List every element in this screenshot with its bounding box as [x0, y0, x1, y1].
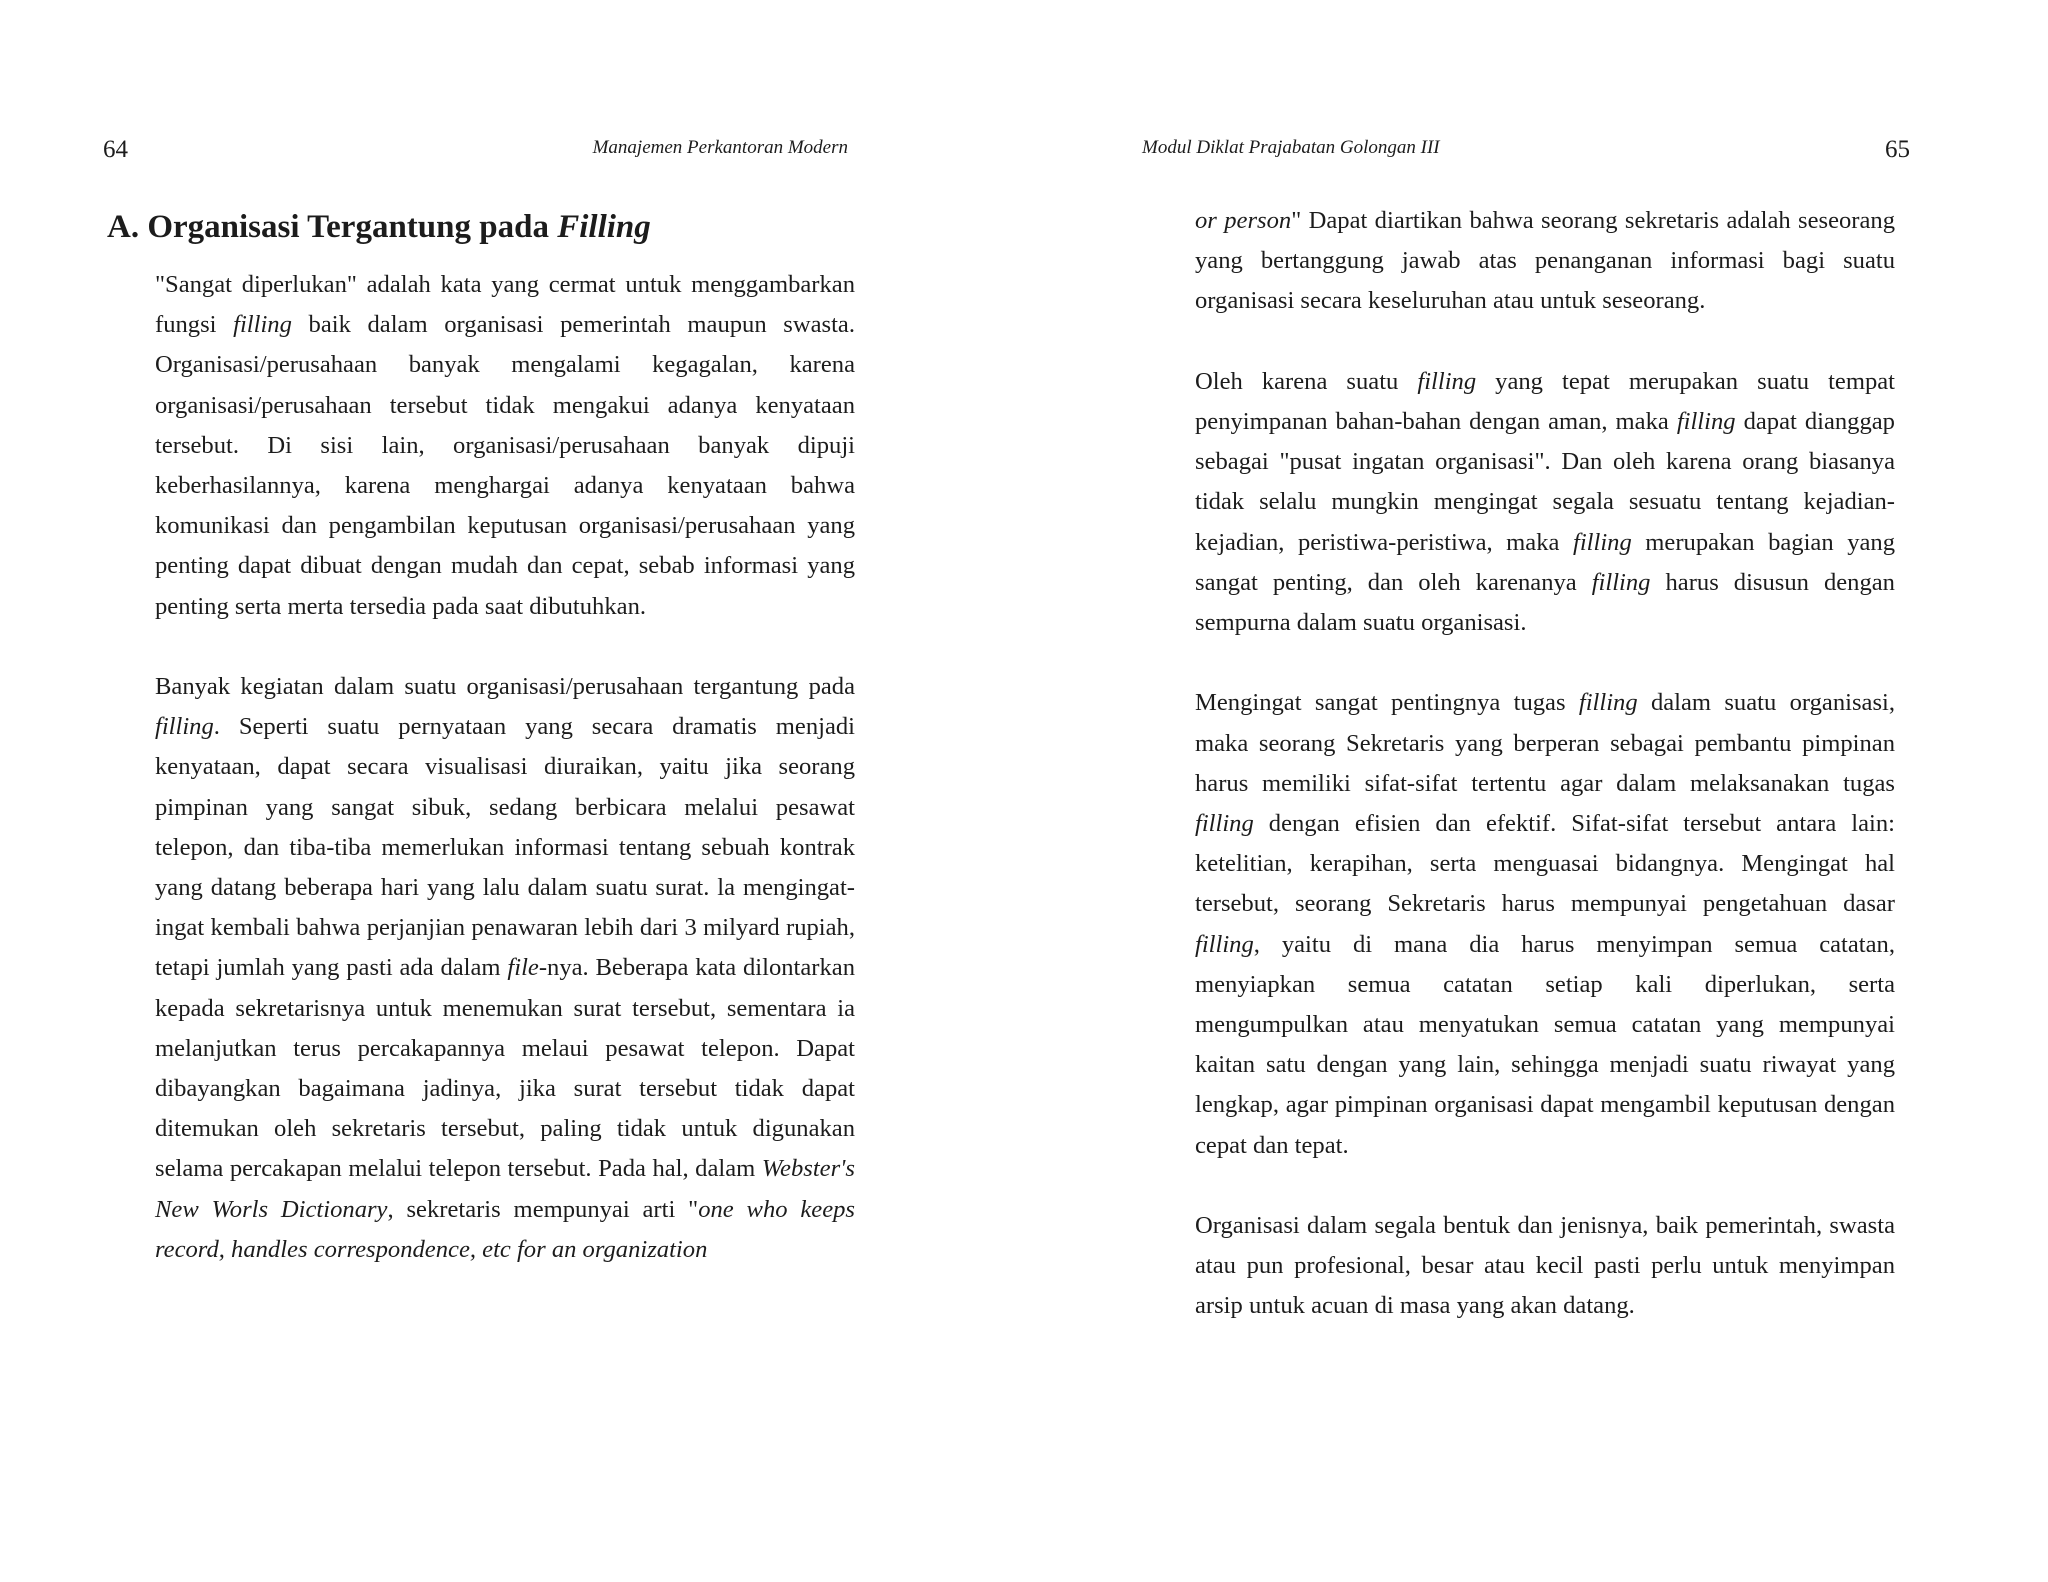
running-head: Manajemen Perkantoran Modern [592, 137, 848, 158]
paragraph: Organisasi dalam segala bentuk dan jenisnya, baik pemerintah, swasta atau pun profesional, besar atau kecil pasti perlu untuk menyimpan arsip untuk acuan di masa yang akan datang. [1195, 1212, 1895, 1320]
section-heading-text: A. Organisasi Tergantung pada [107, 209, 558, 245]
paragraph: Oleh karena suatu filling yang tepat merupakan suatu tempat penyimpanan bahan-bahan dengan aman, maka filling dapat dianggap sebagai "pusat ingatan organisasi". Dan oleh karena orang biasanya tidak selalu mungkin mengingat segala sesuatu tentang kejadian-kejadian, peristiwa-peristiwa, maka filling merupakan bagian yang sangat penting, dan oleh karenanya filling harus disusun dengan sempurna dalam suatu organisasi. [1195, 367, 1895, 637]
running-head: Modul Diklat Prajabatan Golongan III [1142, 137, 1440, 158]
section-heading-italic: Filling [557, 209, 651, 245]
left-body-text [155, 265, 855, 1270]
page-number: 64 [103, 136, 128, 163]
paragraph: Mengingat sangat pentingnya tugas filling dalam suatu organisasi, maka seorang Sekretaris yang berperan sebagai pembantu pimpinan harus memiliki sifat-sifat tertentu agar dalam melaksanakan tugas filling dengan efisien dan efektif. Sifat-sifat tersebut antara lain: ketelitian, kerapihan, serta menguasai bidangnya. Mengingat hal tersebut, seorang Sekretaris harus mempunyai pengetahuan dasar filling, yaitu di mana dia harus menyimpan semua catatan, menyiapkan semua catatan setiap kali diperlukan, serta mengumpulkan atau menyatukan semua catatan yang mempunyai kaitan satu dengan yang lain, sehingga menjadi suatu riwayat yang lengkap, agar pimpinan organisasi dapat mengambil keputusan dengan cepat dan tepat. [1195, 689, 1896, 1159]
paragraph: "Sangat diperlukan" adalah kata yang cermat untuk menggambarkan fungsi filling baik dalam organisasi pemerintah maupun swasta. Organisasi/perusahaan banyak mengalami kegagalan, karena organisasi/perusahaan tersebut tidak mengakui adanya kenyataan tersebut. Di sisi lain, organisasi/perusahaan banyak dipuji keberhasilannya, karena menghargai adanya kenyataan bahwa komunikasi dan pengambilan keputusan organisasi/perusahaan yang penting dapat dibuat dengan mudah dan cepat, sebab informasi yang penting serta merta tersedia pada saat dibutuhkan. [155, 271, 855, 620]
paragraph: or person" Dapat diartikan bahwa seorang sekretaris adalah seseorang yang bertanggung jawab atas penanganan informasi bagi suatu organisasi secara keseluruhan atau untuk seseorang. [1195, 207, 1895, 315]
paragraph: Banyak kegiatan dalam suatu organisasi/perusahaan tergantung pada filling. Seperti suatu pernyataan yang secara dramatis menjadi kenyataan, dapat secara visualisasi diuraikan, yaitu jika seorang pimpinan yang sangat sibuk, sedang berbicara melalui pesawat telepon, dan tiba-tiba memerlukan informasi tentang sebuah kontrak yang datang beberapa hari yang lalu dalam suatu surat. la mengingat-ingat kembali bahwa perjanjian penawaran lebih dari 3 milyard rupiah, tetapi jumlah yang pasti ada dalam file-nya. Beberapa kata dilontarkan kepada sekretarisnya untuk menemukan surat tersebut, sementara ia melanjutkan terus percakapannya melaui pesawat telepon. Dapat dibayangkan bagaimana jadinya, jika surat tersebut tidak dapat ditemukan oleh sekretaris tersebut, paling tidak untuk digunakan selama percakapan melalui telepon tersebut. Pada hal, dalam Webster's New Worls Dictionary, sekretaris mempunyai arti "one who keeps record, handles correspondence, etc for an organization [155, 673, 856, 1263]
page-number: 65 [1885, 136, 1910, 163]
section-heading [107, 206, 651, 248]
right-page [1024, 0, 2048, 1582]
right-body-text [1195, 201, 1895, 1327]
